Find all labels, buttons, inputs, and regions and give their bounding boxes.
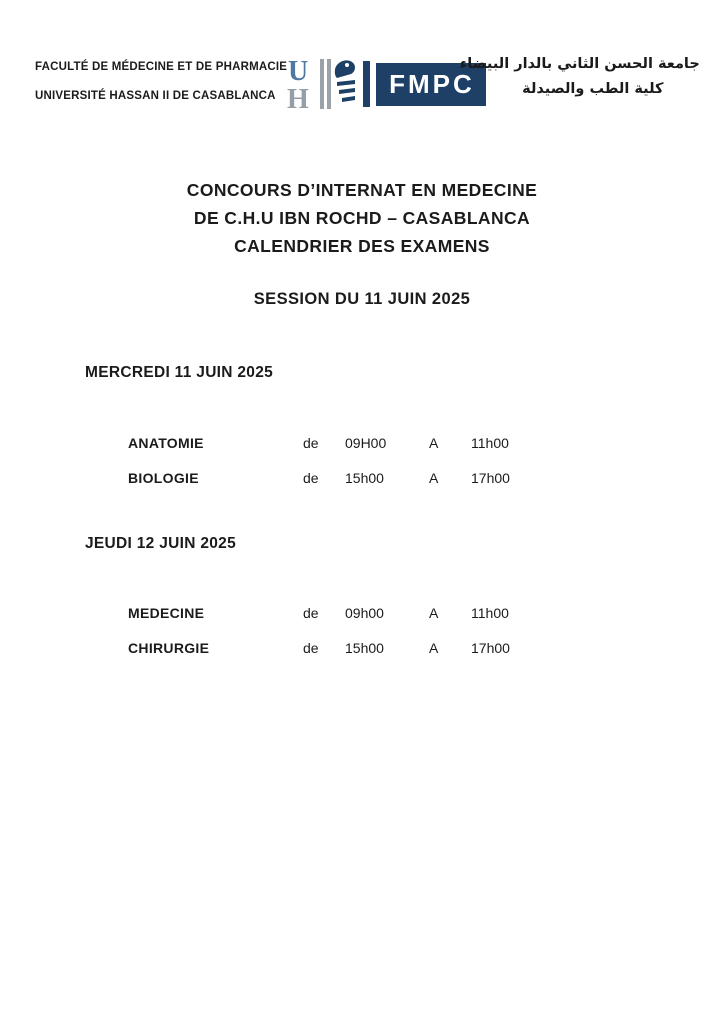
- svg-text:H: H: [287, 84, 309, 112]
- faculty-name-arabic: كلية الطب والصيدلة: [522, 81, 664, 97]
- exam-subject: MEDECINE: [128, 604, 205, 621]
- faculty-name: FACULTÉ DE MÉDECINE ET DE PHARMACIE: [35, 61, 288, 73]
- exam-table-jeudi: [128, 595, 551, 665]
- exam-to-label: A: [429, 604, 439, 621]
- institution-names-ar: [459, 52, 700, 106]
- exam-start-time: 15h00: [345, 469, 384, 486]
- document-title: [0, 176, 724, 260]
- university-name-arabic: جامعة الحسن الثاني بالدار البيضاء: [459, 56, 700, 72]
- exam-start-time: 09H00: [345, 434, 387, 451]
- exam-end-time: 17h00: [471, 469, 510, 486]
- svg-text:U: U: [288, 56, 309, 87]
- exam-end-time: 17h00: [471, 639, 510, 656]
- page-header: [35, 52, 698, 119]
- exam-to-label: A: [429, 434, 439, 451]
- exam-row: [128, 460, 551, 495]
- exam-table-mercredi: [128, 425, 551, 495]
- fmpc-acronym-badge: FMPC: [376, 63, 486, 106]
- exam-row: [128, 425, 551, 460]
- exam-from-label: de: [303, 604, 319, 621]
- exam-from-label: de: [303, 469, 319, 486]
- exam-from-label: de: [303, 434, 319, 451]
- university-name: UNIVERSITÉ HASSAN II DE CASABLANCA: [35, 90, 276, 102]
- title-line-3: CALENDRIER DES EXAMENS: [234, 236, 490, 256]
- exam-subject: CHIRURGIE: [128, 639, 210, 656]
- day-heading-jeudi: JEUDI 12 JUIN 2025: [85, 535, 237, 552]
- exam-row: [128, 630, 551, 665]
- title-line-1: CONCOURS D’INTERNAT EN MEDECINE: [186, 180, 538, 200]
- exam-subject: BIOLOGIE: [128, 469, 199, 486]
- exam-end-time: 11h00: [471, 434, 509, 451]
- exam-to-label: A: [429, 639, 439, 656]
- exam-row: [128, 595, 551, 630]
- uh2c-university-mark-icon: [287, 56, 357, 112]
- exam-end-time: 11h00: [471, 604, 509, 621]
- institution-names-fr: [35, 52, 287, 119]
- session-title: SESSION DU 11 JUIN 2025: [253, 290, 471, 308]
- exam-to-label: A: [429, 469, 439, 486]
- title-line-2: DE C.H.U IBN ROCHD – CASABLANCA: [193, 208, 531, 228]
- exam-from-label: de: [303, 639, 319, 656]
- exam-subject: ANATOMIE: [128, 434, 204, 451]
- exam-start-time: 09h00: [345, 604, 384, 621]
- fmpc-logo: [287, 56, 486, 112]
- logo-divider-bar: [363, 61, 370, 107]
- exam-start-time: 15h00: [345, 639, 384, 656]
- day-heading-mercredi: MERCREDI 11 JUIN 2025: [85, 364, 274, 381]
